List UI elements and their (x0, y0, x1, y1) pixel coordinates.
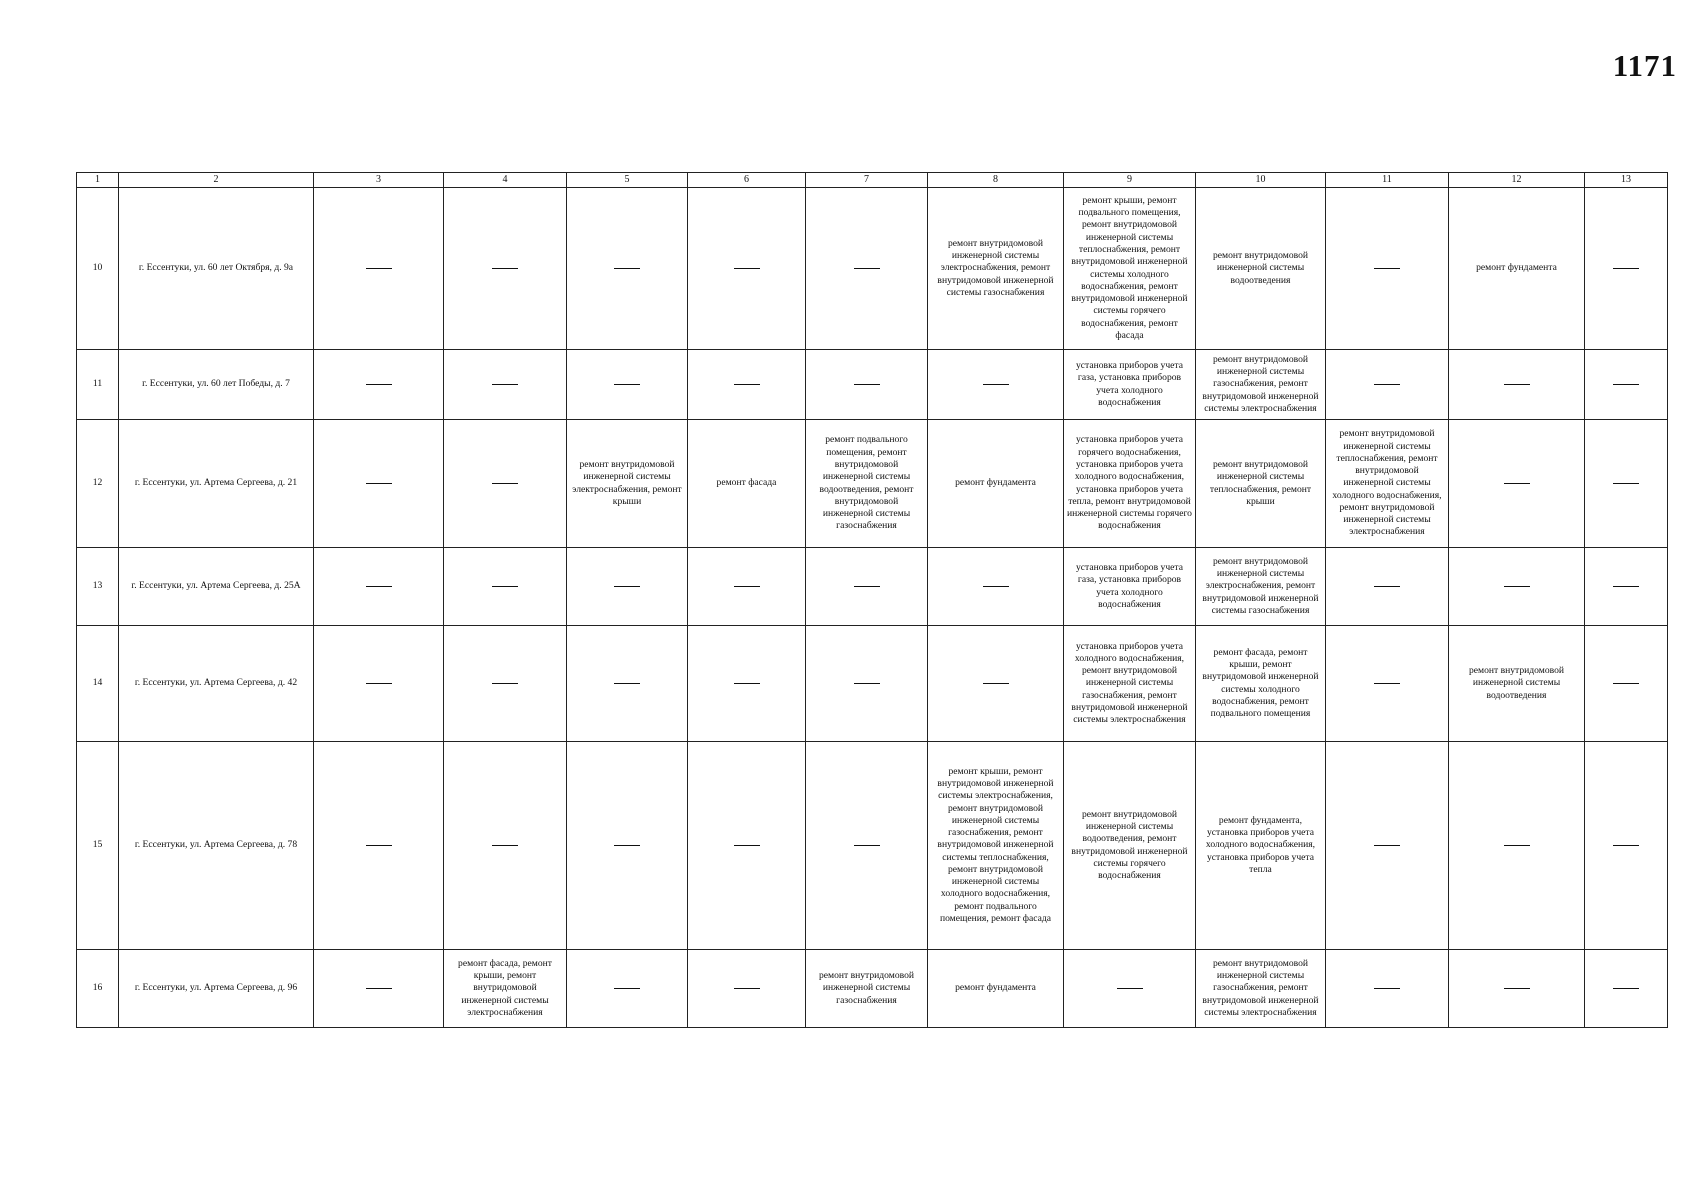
row-number: 12 (77, 420, 119, 548)
dash-mark (1374, 845, 1400, 846)
work-cell: ремонт внутридомовой инженерной системы водоотведения (1449, 626, 1585, 742)
empty-cell (688, 742, 806, 950)
row-number: 15 (77, 742, 119, 950)
column-header-6: 6 (688, 173, 806, 188)
dash-mark (1117, 988, 1143, 989)
column-header-2: 2 (119, 173, 314, 188)
work-cell: ремонт крыши, ремонт внутридомовой инженерной системы электроснабжения, ремонт внутридомовой инженерной системы газоснабжения, ремонт внутридомовой инженерной системы теплоснабжения, ремонт внутридомовой инженерной системы холодного водоснабжения, ремонт подвального помещения, ремонт фасада (928, 742, 1064, 950)
work-cell: ремонт фундамента, установка приборов учета холодного водоснабжения, установка приборов учета тепла (1196, 742, 1326, 950)
empty-cell (928, 350, 1064, 420)
empty-cell (1064, 950, 1196, 1028)
column-header-5: 5 (567, 173, 688, 188)
dash-mark (614, 384, 640, 385)
dash-mark (983, 586, 1009, 587)
dash-mark (854, 845, 880, 846)
work-cell: ремонт внутридомовой инженерной системы водоотведения (1196, 188, 1326, 350)
dash-mark (614, 845, 640, 846)
dash-mark (1374, 268, 1400, 269)
empty-cell (314, 950, 444, 1028)
empty-cell (688, 188, 806, 350)
empty-cell (1585, 188, 1668, 350)
dash-mark (492, 586, 518, 587)
dash-mark (492, 483, 518, 484)
dash-mark (366, 683, 392, 684)
column-header-13: 13 (1585, 173, 1668, 188)
dash-mark (1613, 988, 1639, 989)
dash-mark (614, 988, 640, 989)
work-cell: ремонт фасада (688, 420, 806, 548)
empty-cell (314, 350, 444, 420)
dash-mark (854, 268, 880, 269)
address-cell: г. Ессентуки, ул. 60 лет Октября, д. 9а (119, 188, 314, 350)
table-body (77, 188, 1668, 1028)
empty-cell (314, 626, 444, 742)
empty-cell (314, 188, 444, 350)
empty-cell (444, 350, 567, 420)
table-row (77, 350, 1668, 420)
empty-cell (688, 950, 806, 1028)
empty-cell (1585, 950, 1668, 1028)
dash-mark (1374, 586, 1400, 587)
column-header-8: 8 (928, 173, 1064, 188)
dash-mark (1613, 683, 1639, 684)
work-cell: ремонт крыши, ремонт подвального помещения, ремонт внутридомовой инженерной системы теплоснабжения, ремонт внутридомовой инженерной системы холодного водоснабжения, ремонт внутридомовой инженерной системы горячего водоснабжения, ремонт фасада (1064, 188, 1196, 350)
dash-mark (1504, 384, 1530, 385)
empty-cell (567, 188, 688, 350)
dash-mark (1613, 384, 1639, 385)
work-cell: ремонт фундамента (1449, 188, 1585, 350)
dash-mark (1504, 586, 1530, 587)
dash-mark (1613, 268, 1639, 269)
empty-cell (444, 188, 567, 350)
work-cell: ремонт фундамента (928, 420, 1064, 548)
dash-mark (614, 268, 640, 269)
empty-cell (314, 548, 444, 626)
empty-cell (806, 626, 928, 742)
address-cell: г. Ессентуки, ул. Артема Сергеева, д. 25А (119, 548, 314, 626)
empty-cell (1326, 548, 1449, 626)
dash-mark (1613, 586, 1639, 587)
dash-mark (366, 988, 392, 989)
column-header-4: 4 (444, 173, 567, 188)
empty-cell (1449, 950, 1585, 1028)
work-cell: установка приборов учета холодного водоснабжения, ремонт внутридомовой инженерной системы газоснабжения, ремонт внутридомовой инженерной системы электроснабжения (1064, 626, 1196, 742)
dash-mark (854, 384, 880, 385)
work-cell: ремонт внутридомовой инженерной системы теплоснабжения, ремонт внутридомовой инженерной системы холодного водоснабжения, ремонт внутридомовой инженерной системы электроснабжения (1326, 420, 1449, 548)
dash-mark (983, 683, 1009, 684)
table-row (77, 950, 1668, 1028)
dash-mark (492, 268, 518, 269)
empty-cell (806, 548, 928, 626)
empty-cell (806, 350, 928, 420)
work-cell: ремонт внутридомовой инженерной системы теплоснабжения, ремонт крыши (1196, 420, 1326, 548)
dash-mark (1374, 384, 1400, 385)
address-cell: г. Ессентуки, ул. Артема Сергеева, д. 21 (119, 420, 314, 548)
row-number: 11 (77, 350, 119, 420)
empty-cell (567, 626, 688, 742)
dash-mark (492, 683, 518, 684)
dash-mark (1504, 845, 1530, 846)
dash-mark (1374, 988, 1400, 989)
empty-cell (1449, 548, 1585, 626)
empty-cell (444, 742, 567, 950)
empty-cell (928, 548, 1064, 626)
dash-mark (983, 384, 1009, 385)
empty-cell (1326, 626, 1449, 742)
row-number: 10 (77, 188, 119, 350)
dash-mark (366, 586, 392, 587)
table-row (77, 548, 1668, 626)
dash-mark (366, 384, 392, 385)
work-cell: установка приборов учета газа, установка приборов учета холодного водоснабжения (1064, 548, 1196, 626)
dash-mark (734, 586, 760, 587)
empty-cell (688, 626, 806, 742)
dash-mark (734, 845, 760, 846)
empty-cell (314, 420, 444, 548)
empty-cell (1326, 742, 1449, 950)
dash-mark (734, 683, 760, 684)
dash-mark (614, 586, 640, 587)
column-header-10: 10 (1196, 173, 1326, 188)
empty-cell (567, 548, 688, 626)
row-number: 16 (77, 950, 119, 1028)
work-cell: ремонт фундамента (928, 950, 1064, 1028)
empty-cell (688, 548, 806, 626)
dash-mark (366, 483, 392, 484)
column-header-9: 9 (1064, 173, 1196, 188)
row-number: 14 (77, 626, 119, 742)
column-number-row (77, 173, 1668, 188)
dash-mark (854, 586, 880, 587)
page-number: 1171 (1612, 48, 1677, 83)
empty-cell (1449, 742, 1585, 950)
column-header-12: 12 (1449, 173, 1585, 188)
empty-cell (444, 626, 567, 742)
dash-mark (492, 384, 518, 385)
work-cell: ремонт фасада, ремонт крыши, ремонт внутридомовой инженерной системы холодного водоснабжения, ремонт подвального помещения (1196, 626, 1326, 742)
dash-mark (366, 268, 392, 269)
empty-cell (928, 626, 1064, 742)
dash-mark (1504, 483, 1530, 484)
empty-cell (1326, 188, 1449, 350)
empty-cell (567, 950, 688, 1028)
work-cell: ремонт внутридомовой инженерной системы электроснабжения, ремонт крыши (567, 420, 688, 548)
column-header-11: 11 (1326, 173, 1449, 188)
works-table (76, 172, 1668, 1028)
column-header-7: 7 (806, 173, 928, 188)
address-cell: г. Ессентуки, ул. Артема Сергеева, д. 42 (119, 626, 314, 742)
work-cell: ремонт внутридомовой инженерной системы газоснабжения, ремонт внутридомовой инженерной системы электроснабжения (1196, 350, 1326, 420)
empty-cell (1585, 350, 1668, 420)
empty-cell (444, 420, 567, 548)
empty-cell (314, 742, 444, 950)
empty-cell (567, 742, 688, 950)
column-header-3: 3 (314, 173, 444, 188)
work-cell: ремонт подвального помещения, ремонт внутридомовой инженерной системы водоотведения, ремонт внутридомовой инженерной системы газоснабжения (806, 420, 928, 548)
dash-mark (614, 683, 640, 684)
table-row (77, 626, 1668, 742)
dash-mark (492, 845, 518, 846)
dash-mark (366, 845, 392, 846)
empty-cell (1326, 950, 1449, 1028)
work-cell: установка приборов учета горячего водоснабжения, установка приборов учета холодного водоснабжения, установка приборов учета тепла, ремонт внутридомовой инженерной системы горячего водоснабжения (1064, 420, 1196, 548)
table-row (77, 742, 1668, 950)
dash-mark (854, 683, 880, 684)
column-header-1: 1 (77, 173, 119, 188)
table-row (77, 420, 1668, 548)
work-cell: ремонт фасада, ремонт крыши, ремонт внутридомовой инженерной системы электроснабжения (444, 950, 567, 1028)
work-cell: ремонт внутридомовой инженерной системы газоснабжения (806, 950, 928, 1028)
address-cell: г. Ессентуки, ул. 60 лет Победы, д. 7 (119, 350, 314, 420)
work-cell: ремонт внутридомовой инженерной системы электроснабжения, ремонт внутридомовой инженерной системы газоснабжения (928, 188, 1064, 350)
address-cell: г. Ессентуки, ул. Артема Сергеева, д. 96 (119, 950, 314, 1028)
empty-cell (1326, 350, 1449, 420)
empty-cell (1449, 420, 1585, 548)
empty-cell (1449, 350, 1585, 420)
work-cell: ремонт внутридомовой инженерной системы водоотведения, ремонт внутридомовой инженерной системы горячего водоснабжения (1064, 742, 1196, 950)
work-cell: ремонт внутридомовой инженерной системы газоснабжения, ремонт внутридомовой инженерной системы электроснабжения (1196, 950, 1326, 1028)
empty-cell (567, 350, 688, 420)
empty-cell (806, 742, 928, 950)
address-cell: г. Ессентуки, ул. Артема Сергеева, д. 78 (119, 742, 314, 950)
empty-cell (1585, 626, 1668, 742)
empty-cell (1585, 548, 1668, 626)
dash-mark (1374, 683, 1400, 684)
dash-mark (1613, 483, 1639, 484)
empty-cell (688, 350, 806, 420)
work-cell: ремонт внутридомовой инженерной системы электроснабжения, ремонт внутридомовой инженерной системы газоснабжения (1196, 548, 1326, 626)
row-number: 13 (77, 548, 119, 626)
dash-mark (1504, 988, 1530, 989)
empty-cell (1585, 742, 1668, 950)
work-cell: установка приборов учета газа, установка приборов учета холодного водоснабжения (1064, 350, 1196, 420)
dash-mark (734, 988, 760, 989)
dash-mark (1613, 845, 1639, 846)
dash-mark (734, 268, 760, 269)
empty-cell (1585, 420, 1668, 548)
empty-cell (806, 188, 928, 350)
table-row (77, 188, 1668, 350)
dash-mark (734, 384, 760, 385)
empty-cell (444, 548, 567, 626)
